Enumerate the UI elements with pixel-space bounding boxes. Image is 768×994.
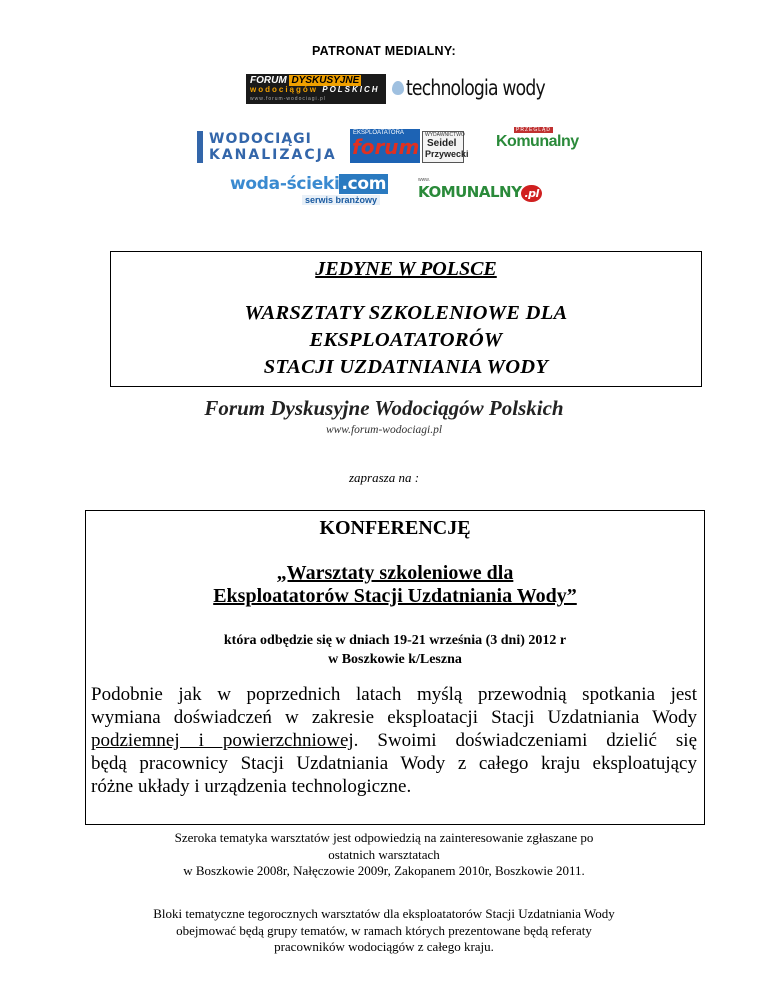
logo-text: woda-ścieki (230, 174, 340, 194)
description-line: wymiana doświadczeń w zakresie eksploatacji Stacji Uzdatniania Wody (91, 707, 697, 728)
logo-text: KANALIZACJA (209, 147, 337, 163)
organizer-url: www.forum-wodociagi.pl (325, 424, 443, 436)
logo-text: .com (341, 174, 387, 194)
paragraph-line: pracowników wodociągów z całego kraju. (274, 939, 494, 954)
headline-box (110, 251, 702, 387)
logo-text: Przywecki (425, 149, 469, 159)
conference-name-line: Eksploatatorów Stacji Uzdatniania Wody” (213, 585, 577, 607)
logo-text: www.forum-wodociagi.pl (250, 96, 326, 102)
woda-scieki-logo (230, 174, 396, 210)
organizer-name: Forum Dyskusyjne Wodociągów Polskich (204, 396, 564, 420)
logo-text: Komunalny (496, 133, 579, 150)
forum-dyskusyjne-logo (246, 74, 386, 104)
paragraph-line: obejmować będą grupy tematów, w ramach których prezentowane będą referaty (176, 922, 592, 938)
logo-text: serwis branżowy (302, 195, 380, 205)
seidel-przywecki-logo (422, 131, 469, 163)
logo-background (350, 129, 420, 163)
logo-text: WYDAWNICTWO (425, 132, 465, 138)
forum-eksploatatora-logo (350, 129, 469, 163)
logo-text: POLSKICH (322, 85, 380, 94)
paragraph-line: w Boszkowie 2008r, Nałęczowie 2009r, Zakopanem 2010r, Boszkowie 2011. (183, 863, 585, 878)
logo-text: Seidel (427, 138, 457, 149)
logo-text: www. (418, 177, 430, 183)
conference-date (86, 631, 704, 669)
logo-text: EKSPLOATATORA (353, 130, 404, 136)
blocks-paragraph (90, 906, 678, 956)
paragraph-line: Bloki tematyczne tegorocznych warsztatów dla eksploatatorów Stacji Uzdatniania Wody (153, 906, 615, 921)
logo-text: PRZEGLĄD (516, 127, 551, 133)
conference-description (91, 683, 697, 798)
topics-paragraph (90, 830, 678, 880)
logo-text: DYSKUSYJNE (291, 75, 360, 86)
logo-text: WODOCIĄGI (209, 131, 312, 147)
paragraph-line: ostatnich warsztatach (328, 846, 440, 862)
logo-text: .pl (521, 185, 541, 202)
logo-text: wodociągów (250, 85, 318, 94)
description-line (91, 729, 697, 752)
logo-text: FORUM (250, 75, 287, 86)
description-line: Podobnie jak w poprzednich latach myślą przewodnią spotkania jest (91, 684, 697, 705)
komunalny-pl-logo (418, 176, 552, 206)
wodociagi-kanalizacja-logo (197, 131, 342, 163)
conference-date-line: która odbędzie się w dniach 19-21 września (3 dni) 2012 r (223, 633, 567, 648)
water-drop-icon (392, 81, 404, 95)
description-line: będą pracownicy Stacji Uzdatniania Wody z całego kraju eksploatujący (91, 753, 697, 774)
description-text: . Swoimi doświadczeniami dzielić się (353, 730, 697, 751)
conference-name-line: „Warsztaty szkoleniowe dla (276, 562, 514, 584)
conference-label: KONFERENCJĘ (319, 517, 471, 539)
underlined-text: podziemnej i powierzchniowej (91, 730, 354, 751)
conference-location-line: w Boszkowie k/Leszna (328, 652, 462, 667)
technologia-wody-logo (392, 73, 545, 105)
headline-line: EKSPLOATATORÓW (309, 329, 503, 351)
logo-text: forum (352, 135, 420, 159)
paragraph-line: Szeroka tematyka warsztatów jest odpowiedzią na zainteresowanie zgłaszane po (174, 830, 594, 845)
headline-line: STACJI UZDATNIANIA WODY (263, 356, 549, 378)
headline-line: WARSZTATY SZKOLENIOWE DLA (244, 302, 568, 324)
patronat-heading: PATRONAT MEDIALNY: (311, 44, 457, 58)
logo-text: KOMUNALNY (418, 183, 522, 201)
headline-subtitle (111, 300, 701, 381)
przeglad-komunalny-logo (496, 127, 582, 153)
conference-box (85, 510, 705, 825)
description-line: różne układy i urządzenia technologiczne. (91, 776, 412, 797)
conference-name (86, 562, 704, 608)
headline-title: JEDYNE W POLSCE (315, 258, 497, 280)
invites-text: zaprasza na : (348, 470, 420, 485)
logo-text: technologia wody (406, 76, 545, 100)
